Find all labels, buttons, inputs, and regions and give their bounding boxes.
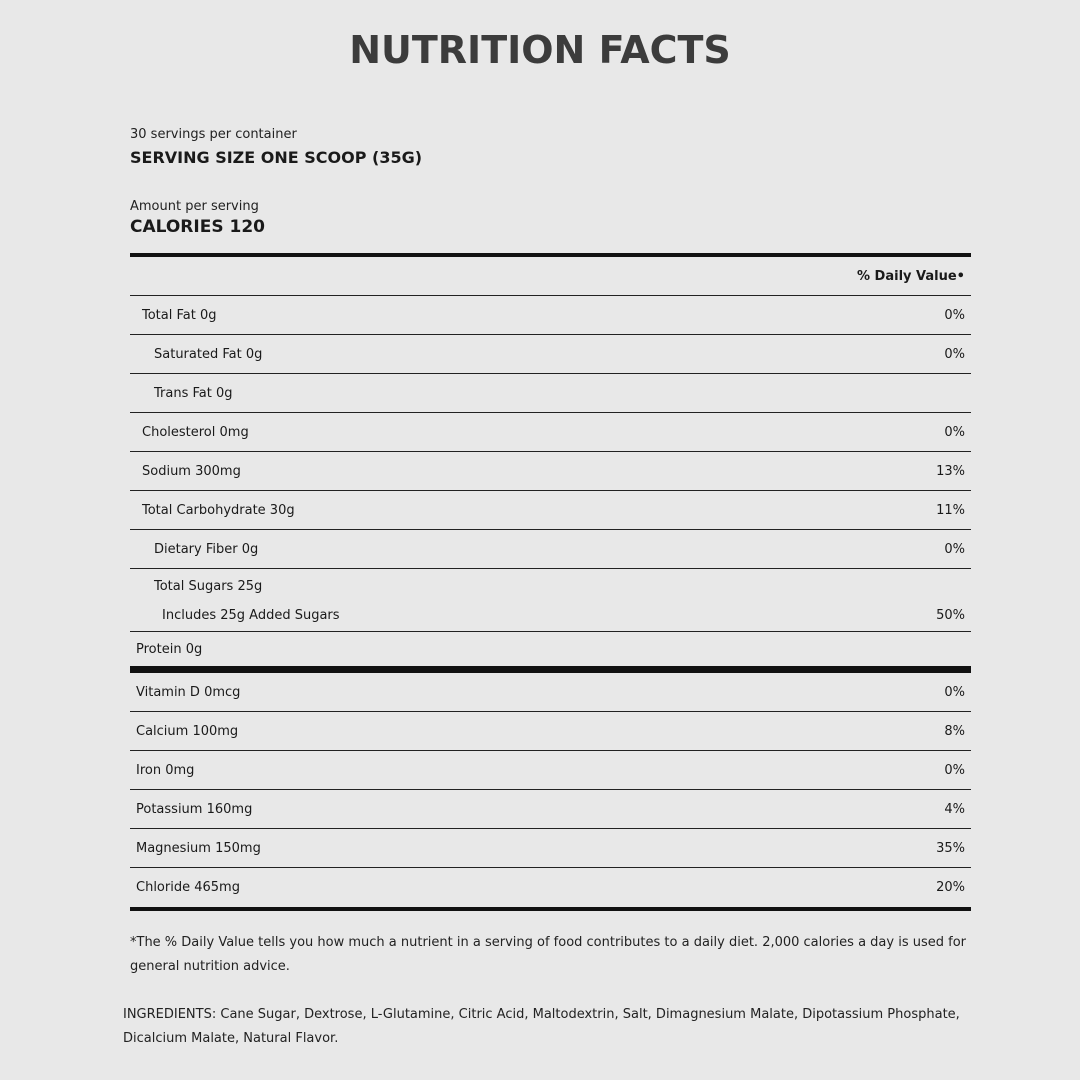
vitamin-dv: 0% <box>944 762 965 778</box>
vitamin-row-chloride <box>130 868 971 907</box>
nutrient-label: Sodium 300mg <box>142 463 241 479</box>
nutrition-table <box>130 253 971 911</box>
nutrient-label: Saturated Fat 0g <box>154 346 263 362</box>
nutrient-row-total-carbohydrate <box>130 491 971 530</box>
vitamin-row-potassium <box>130 790 971 829</box>
vitamin-row-vitamin-d <box>130 673 971 712</box>
vitamin-label: Iron 0mg <box>136 762 195 778</box>
nutrient-dv: 11% <box>936 502 965 518</box>
nutrient-dv: 0% <box>944 346 965 362</box>
vitamin-label: Potassium 160mg <box>136 801 253 817</box>
thick-divider <box>130 907 971 911</box>
daily-value-header-label: % Daily Value• <box>857 268 965 284</box>
nutrient-dv: 0% <box>944 307 965 323</box>
calories <box>130 217 265 237</box>
nutrient-row-dietary-fiber <box>130 530 971 569</box>
nutrient-dv: 50% <box>936 608 965 623</box>
nutrient-row-trans-fat <box>130 374 971 413</box>
nutrient-label: Total Fat 0g <box>142 307 217 323</box>
nutrient-dv: 13% <box>936 463 965 479</box>
vitamin-label: Magnesium 150mg <box>136 840 261 856</box>
nutrient-row-saturated-fat <box>130 335 971 374</box>
nutrient-label: Dietary Fiber 0g <box>154 541 259 557</box>
nutrient-label: Total Sugars 25g <box>154 579 263 594</box>
nutrient-row-total-fat <box>130 296 971 335</box>
vitamin-dv: 4% <box>944 801 965 817</box>
amount-per-serving-label: Amount per serving <box>130 199 259 214</box>
page-title: NUTRITION FACTS <box>349 28 731 72</box>
nutrient-dv: 0% <box>944 424 965 440</box>
nutrient-dv: 0% <box>944 541 965 557</box>
vitamin-row-magnesium <box>130 829 971 868</box>
vitamin-row-iron <box>130 751 971 790</box>
vitamin-dv: 8% <box>944 723 965 739</box>
nutrient-label: Cholesterol 0mg <box>142 424 249 440</box>
nutrient-label: Includes 25g Added Sugars <box>162 608 340 623</box>
nutrient-row-protein <box>130 632 971 666</box>
vitamin-label: Chloride 465mg <box>136 880 240 895</box>
nutrient-label: Protein 0g <box>136 641 203 657</box>
daily-value-header <box>130 257 971 296</box>
nutrient-row-sodium <box>130 452 971 491</box>
ingredients-list: INGREDIENTS: Cane Sugar, Dextrose, L-Glutamine, Citric Acid, Maltodextrin, Salt, Dimagnesium Malate, Dipotassium Phosphate, Dicalcium Malate, Natural Flavor. <box>123 1007 960 1046</box>
vitamin-dv: 0% <box>944 684 965 700</box>
vitamin-label: Calcium 100mg <box>136 723 239 739</box>
nutrient-row-sugars <box>130 569 971 632</box>
nutrient-label: Total Carbohydrate 30g <box>142 502 295 518</box>
daily-value-footnote: *The % Daily Value tells you how much a nutrient in a serving of food contributes to a daily diet. 2,000 calories a day is used for general nutrition advice. <box>130 935 967 974</box>
serving-size: SERVING SIZE ONE SCOOP (35G) <box>130 148 423 167</box>
vitamin-dv: 20% <box>936 880 965 895</box>
thick-divider <box>130 666 971 673</box>
servings-per-container: 30 servings per container <box>130 127 297 142</box>
nutrient-row-cholesterol <box>130 413 971 452</box>
vitamin-label: Vitamin D 0mcg <box>136 684 241 700</box>
calories-value: 120 <box>229 217 266 237</box>
vitamin-dv: 35% <box>936 840 965 856</box>
vitamin-row-calcium <box>130 712 971 751</box>
calories-label: CALORIES <box>130 217 224 237</box>
nutrient-label: Trans Fat 0g <box>154 385 233 401</box>
